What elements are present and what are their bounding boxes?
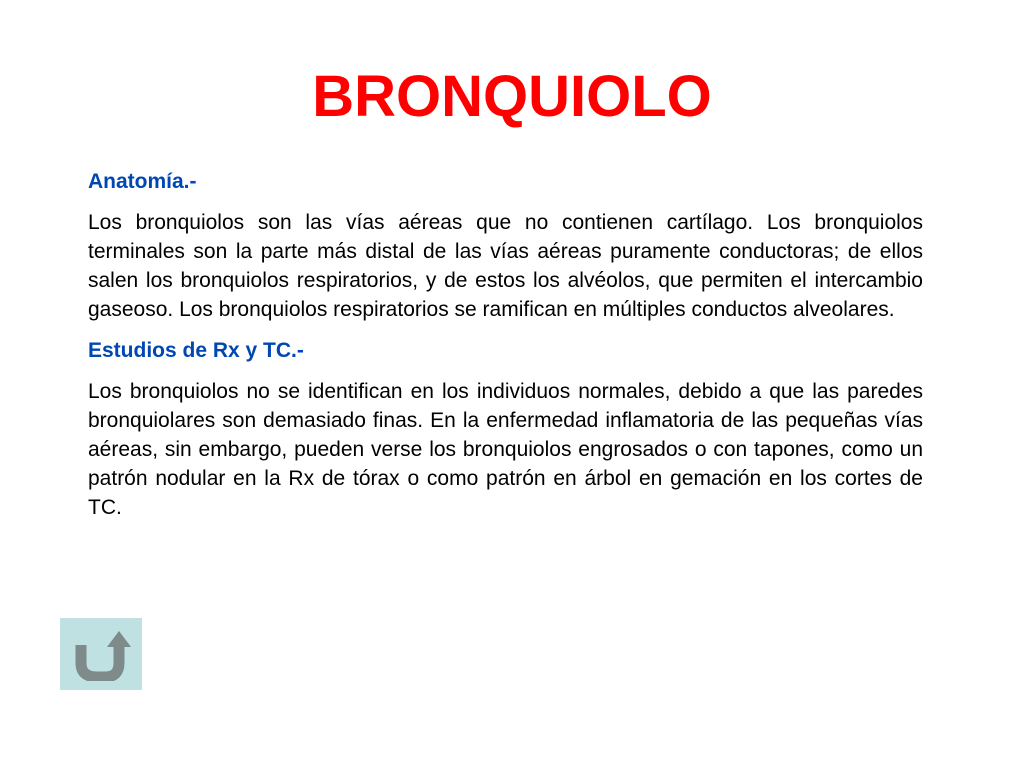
return-arrow-icon <box>71 627 131 681</box>
section-heading-imaging: Estudios de Rx y TC.- <box>88 339 304 362</box>
slide-title: BRONQUIOLO <box>312 64 712 129</box>
slide-content <box>88 168 923 535</box>
back-button[interactable] <box>60 618 142 690</box>
section-paragraph-imaging: Los bronquiolos no se identifican en los individuos normales, debido a que las paredes bronquiolares son demasiado finas. En la enfermedad inflamatoria de las pequeñas vías aéreas, sin embargo, pueden verse los bronquiolos engrosados o con tapones, como un patrón nodular en la Rx de tórax o como patrón en árbol en gemación en los cortes de TC. <box>88 380 923 519</box>
section-paragraph-anatomy: Los bronquiolos son las vías aéreas que no contienen cartílago. Los bronquiolos terminales son la parte más distal de las vías aéreas puramente conductoras; de ellos salen los bronquiolos respiratorios, y de estos los alvéolos, que permiten el intercambio gaseoso. Los bronquiolos respiratorios se ramifican en múltiples conductos alveolares. <box>88 211 923 321</box>
section-heading-anatomy: Anatomía.- <box>88 170 197 193</box>
